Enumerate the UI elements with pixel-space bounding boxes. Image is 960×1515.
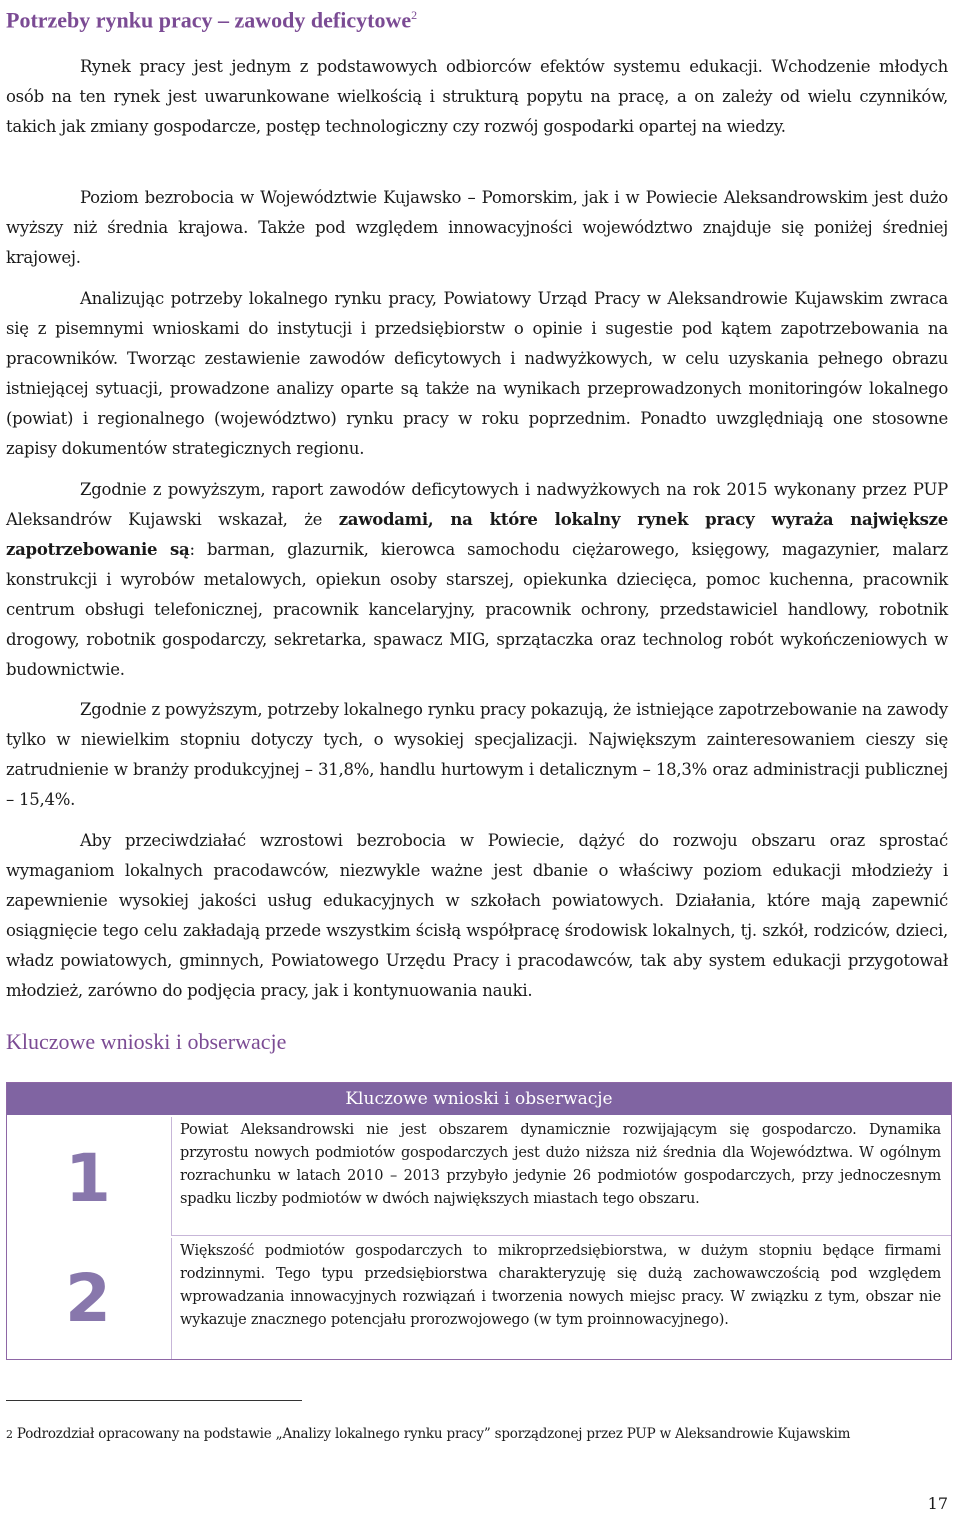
paragraph-employment-sectors	[6, 695, 948, 815]
paragraph-bold-text: zawodami, na które lokalny rynek pracy wyraża największe zapotrzebowanie są	[6, 510, 948, 559]
paragraph-text: Poziom bezrobocia w Województwie Kujawsko – Pomorskim, jak i w Powiecie Aleksandrowskim jest dużo wyższy niż średnia krajowa. Także pod względem innowacyjności województwo znajduje się poniżej średniej krajowej.	[6, 188, 948, 267]
key-conclusions-box-header: Kluczowe wnioski i obserwacje	[7, 1083, 951, 1115]
conclusion-number-2: 2	[65, 1260, 111, 1337]
section-heading-text: Potrzeby rynku pracy – zawody deficytowe	[6, 7, 412, 33]
paragraph-text: Zgodnie z powyższym, raport zawodów deficytowych i nadwyżkowych na rok 2015 wykonany przez PUP Aleksandrów Kujawski wskazał, że	[6, 480, 948, 529]
paragraph-text: Analizując potrzeby lokalnego rynku pracy, Powiatowy Urząd Pracy w Aleksandrowie Kujawskim zwraca się z pisemnymi wnioskami do instytucji i przedsiębiorstw o opinie i sugestie pod kątem zapotrzebowania na pracowników. Tworząc zestawienie zawodów deficytowych i nadwyżkowych, w celu uzyskania pełnego obrazu istniejącej sytuacji, prowadzone analizy oparte są także na wynikach przeprowadzonych monitoringów lokalnego (powiat) i regionalnego (województwo) rynku pracy w roku poprzednim. Ponadto uwzględniają one stosowne zapisy dokumentów strategicznych regionu.	[6, 289, 948, 458]
paragraph-deficit-professions	[6, 475, 948, 685]
paragraph-text: : barman, glazurnik, kierowca samochodu ciężarowego, księgowy, magazynier, malarz konstrukcji i wyrobów metalowych, opiekun osoby starszej, opiekunka dziecięca, pomoc kuchenna, pracownik centrum obsługi telefonicznej, pracownik kancelaryjny, pracownik ochrony, przedstawiciel handlowy, robotnik drogowy, robotnik gospodarczy, sekretarka, spawacz MIG, sprzątaczka oraz technolog robót wykończeniowych w budownictwie.	[6, 540, 948, 679]
paragraph-text: Rynek pracy jest jednym z podstawowych odbiorców efektów systemu edukacji. Wchodzenie młodych osób na ten rynek jest uwarunkowane wielkością i strukturą popytu na pracę, a on zależy od wielu czynników, takich jak zmiany gospodarcze, postęp technologiczny czy rozwój gospodarki opartej na wiedzy.	[6, 57, 948, 136]
paragraph-text: Zgodnie z powyższym, potrzeby lokalnego rynku pracy pokazują, że istniejące zapotrzebowanie na zawody tylko w niewielkim stopniu dotyczy tych, o wysokiej specjalizacji. Największym zainteresowaniem cieszy się zatrudnienie w branży produkcyjnej – 31,8%, handlu hurtowym i detalicznym – 18,3% oraz administracji publicznej – 15,4%.	[6, 700, 948, 809]
footnote-text: Podrozdział opracowany na podstawie „Analizy lokalnego rynku pracy” sporządzonej przez PUP w Aleksandrowie Kujawskim	[16, 1426, 851, 1442]
paragraph-text: Aby przeciwdziałać wzrostowi bezrobocia w Powiecie, dążyć do rozwoju obszaru oraz sprostać wymaganiom lokalnych pracodawców, niezwykle ważne jest dbanie o właściwy poziom edukacji młodzieży i zapewnienie wysokiej jakości usług edukacyjnych w szkołach powiatowych. Działania, które mają zapewnić osiągnięcie tego celu zakładają przede wszystkim ścisłą współpracę środowisk lokalnych, tj. szkół, rodziców, dzieci, władz powiatowych, gminnych, Powiatowego Urzędu Pracy i pracodawców, tak aby system edukacji przygotował młodzież, zarówno do podjęcia pracy, jak i kontynuowania nauki.	[6, 831, 948, 1000]
conclusion-text-1: Powiat Aleksandrowski nie jest obszarem dynamicznie rozwijającym się gospodarczo. Dynamika przyrostu nowych podmiotów gospodarczych jest dużo niższa niż średnia dla Województwa. W ogólnym rozrachunku w latach 2010 – 2013 przybyło jedynie 26 podmiotów gospodarczych, przy jednoczesnym spadku liczby podmiotów w dwóch największych miastach tego obszaru.	[171, 1117, 951, 1236]
footnote-mark: 2	[6, 1428, 13, 1441]
paragraph-education-actions	[6, 826, 948, 1006]
footnote-separator	[6, 1400, 302, 1401]
conclusion-number-1: 1	[65, 1140, 111, 1217]
key-conclusions-heading: Kluczowe wnioski i obserwacje	[6, 1029, 287, 1054]
key-conclusions-box	[6, 1082, 952, 1360]
conclusion-text-2: Większość podmiotów gospodarczych to mikroprzedsiębiorstwa, w dużym stopniu będące firmami rodzinnymi. Tego typu przedsiębiorstwa charakteryzuję się dużą zachowawczością pod względem wprowadzania innowacyjnych rozwiązań i tworzenia nowych miejsc pracy. W związku z tym, obszar nie wykazuje znacznego potencjału prorozwojowego (w tym proinnowacyjnego).	[171, 1238, 951, 1359]
page-number: 17	[927, 1494, 948, 1513]
footnote-reference: 2	[411, 8, 418, 22]
paragraph-labor-market-intro	[6, 52, 948, 142]
paragraph-unemployment-level	[6, 183, 948, 273]
footnote	[6, 1424, 948, 1445]
paragraph-labor-office-analysis	[6, 284, 948, 464]
section-heading	[6, 2, 417, 33]
